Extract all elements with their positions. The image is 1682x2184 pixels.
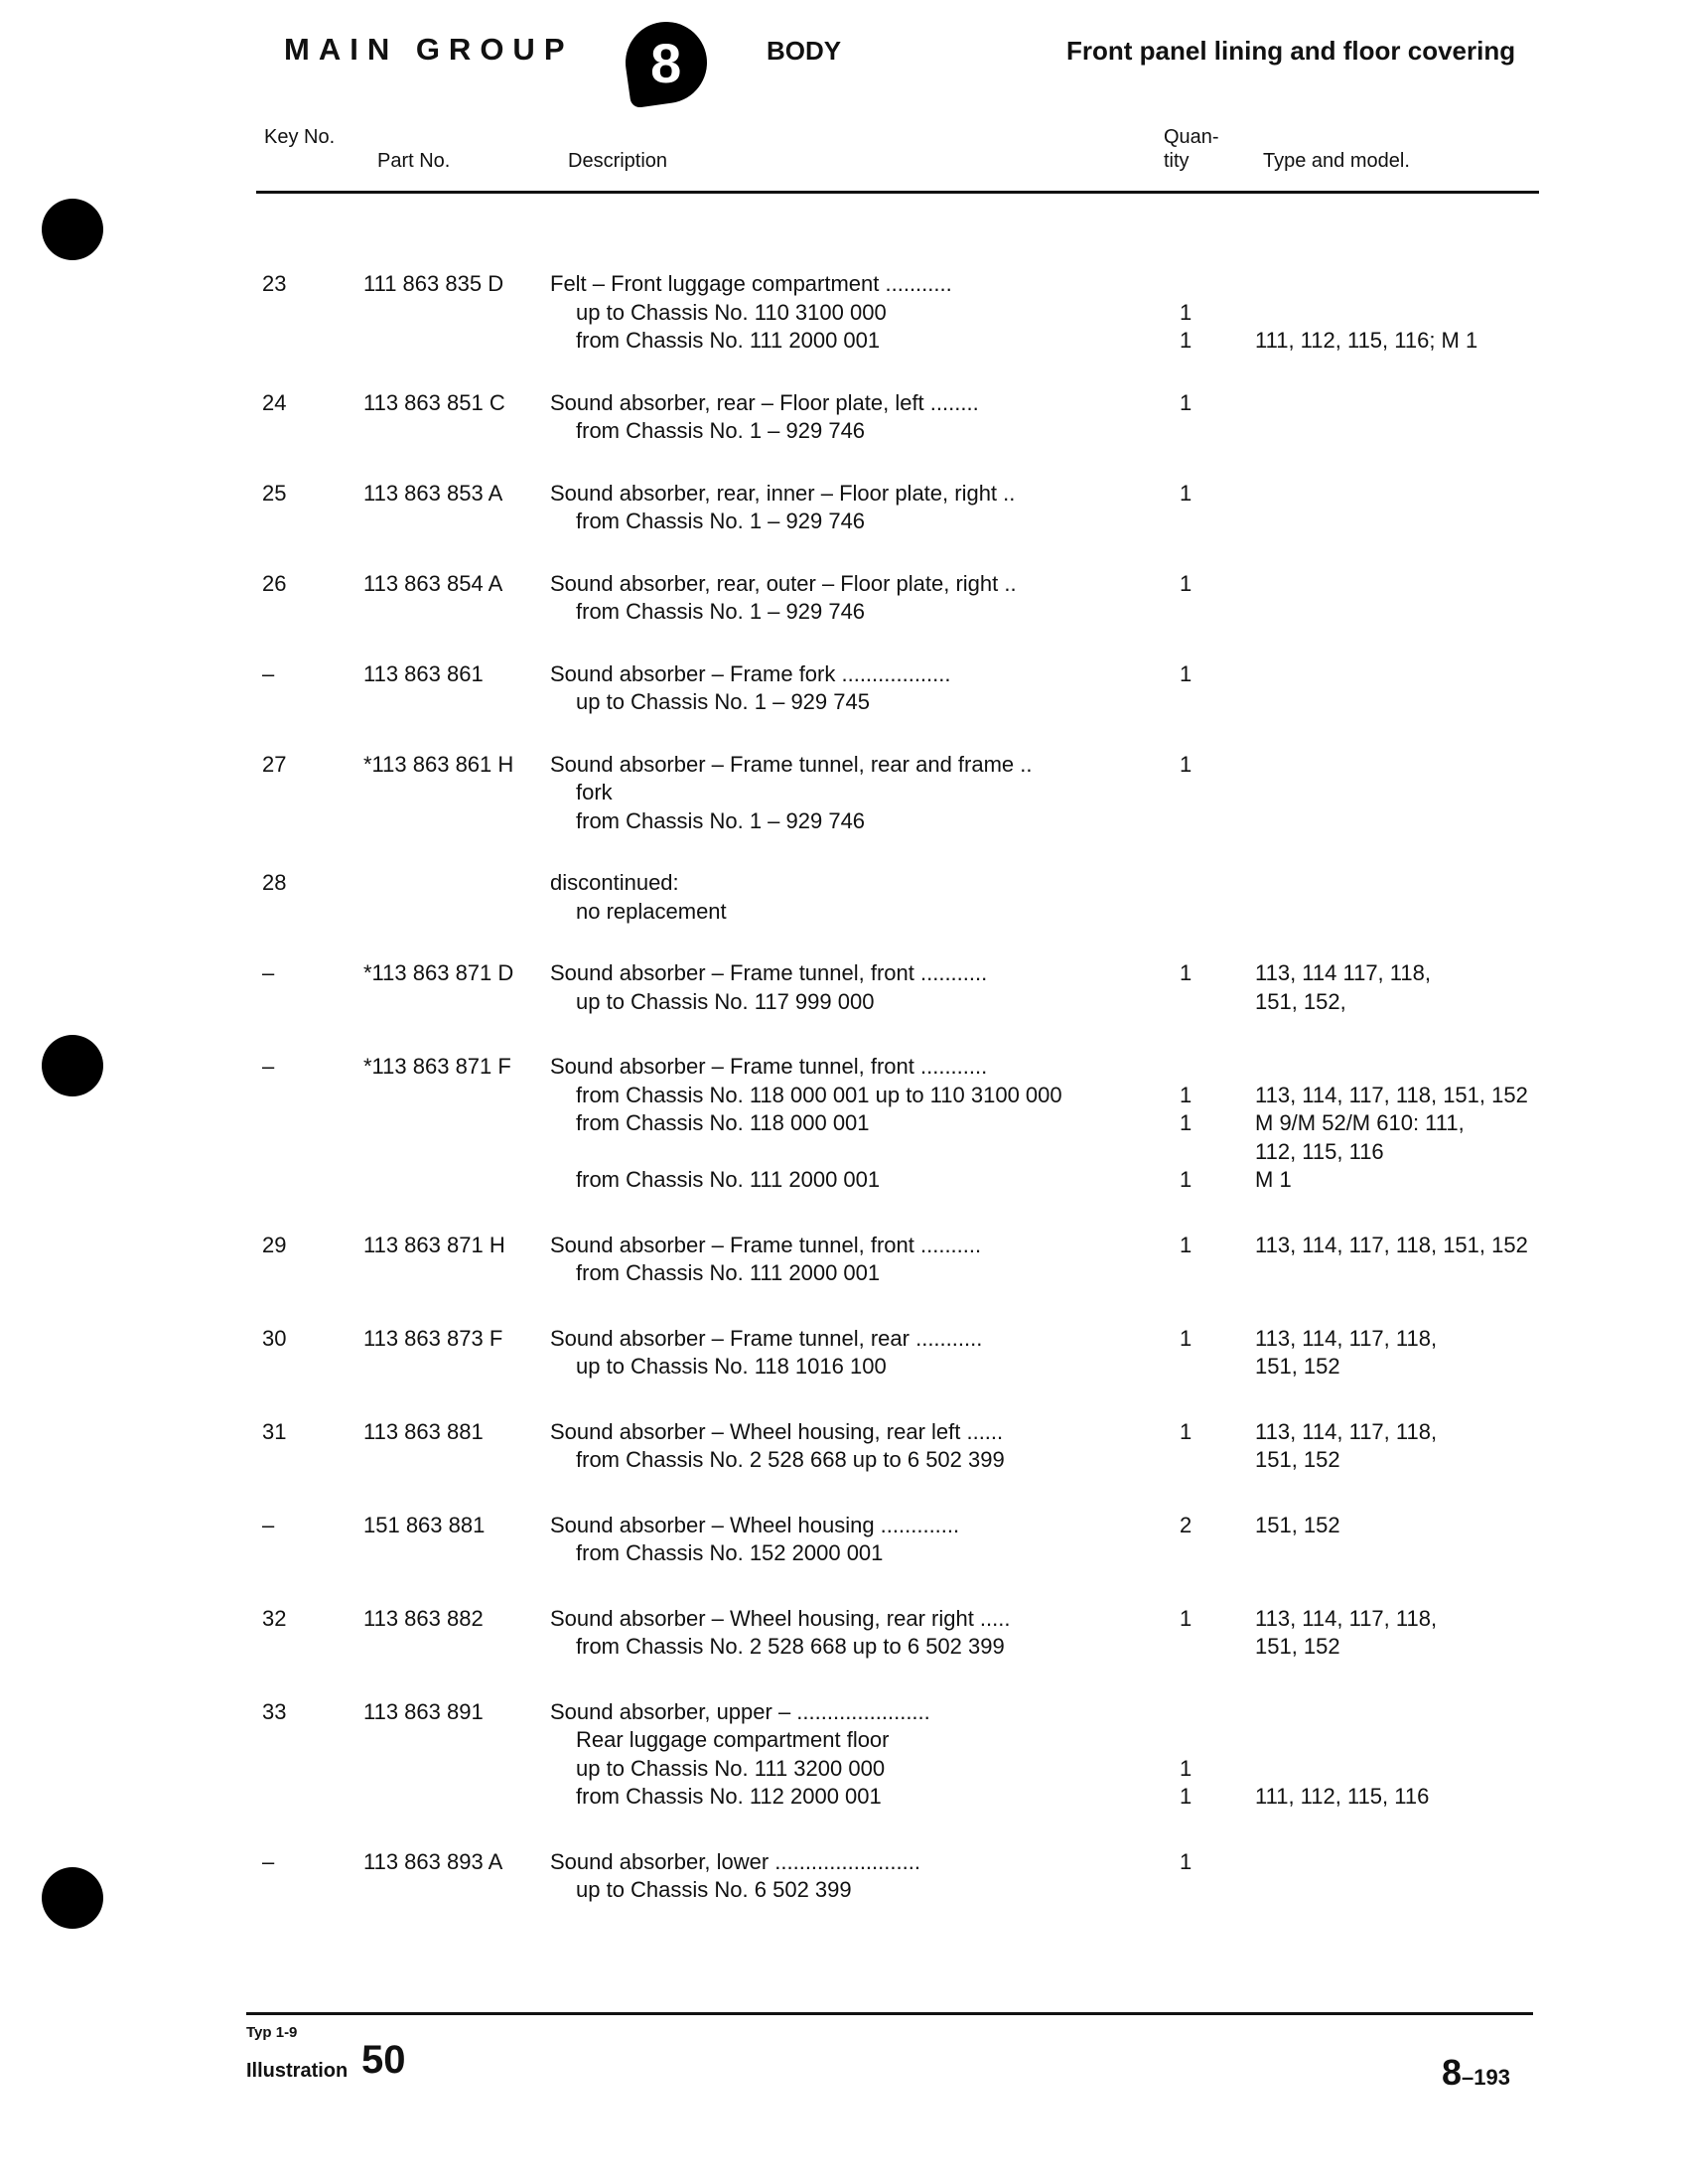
description-line: Sound absorber – Frame tunnel, front ........... xyxy=(550,1054,988,1079)
quantity-value: 1 xyxy=(1180,570,1192,596)
type-model-cell xyxy=(1255,480,1539,536)
type-model-cell xyxy=(1255,389,1539,446)
quantity-value: 1 xyxy=(1180,960,1192,985)
quantity-value xyxy=(1180,1539,1255,1568)
key-number: – xyxy=(262,1054,275,1079)
quantity-value: 1 xyxy=(1180,389,1192,415)
type-model-cell xyxy=(1255,270,1539,356)
description-line: Sound absorber – Wheel housing, rear left ...... xyxy=(550,1418,1004,1444)
quantity-value xyxy=(1180,1726,1255,1755)
description-cell xyxy=(550,959,1160,1016)
type-model-value: 113, 114, 117, 118, 151, 152 xyxy=(1255,1232,1528,1257)
type-model-value: 113, 114, 117, 118, xyxy=(1255,1605,1438,1631)
description-line: from Chassis No. 1 – 929 746 xyxy=(576,509,866,533)
type-model-cell xyxy=(1255,869,1539,926)
key-number: 26 xyxy=(262,570,287,596)
part-number: 113 863 882 xyxy=(363,1605,484,1631)
quantity-value xyxy=(1180,1053,1255,1082)
punch-hole xyxy=(42,199,103,260)
description-cell xyxy=(550,1605,1160,1662)
key-number: 28 xyxy=(262,870,287,895)
description-line: from Chassis No. 112 2000 001 xyxy=(576,1784,882,1809)
quantity-value: 1 xyxy=(1180,1605,1192,1631)
description-line: Rear luggage compartment floor xyxy=(576,1727,890,1752)
quantity-value xyxy=(1180,1138,1255,1167)
table-row xyxy=(256,1698,1547,1812)
part-number: *113 863 861 H xyxy=(363,751,514,777)
quantity-value: 2 xyxy=(1180,1512,1192,1537)
type-model-value: M 9/M 52/M 610: 111, xyxy=(1255,1110,1465,1135)
type-model-value: 151, 152, xyxy=(1255,988,1346,1014)
illustration-number: 50 xyxy=(361,2038,406,2082)
type-model-value xyxy=(1255,1726,1539,1755)
quantity-value: 1 xyxy=(1180,1848,1192,1874)
quantity-value xyxy=(1180,1353,1255,1382)
type-model-cell xyxy=(1255,1053,1539,1195)
quantity-cell xyxy=(1160,751,1255,836)
table-row xyxy=(256,1512,1547,1568)
table-row xyxy=(256,1605,1547,1662)
table-row xyxy=(256,1848,1547,1905)
quantity-value: 1 xyxy=(1180,660,1192,686)
description-line: from Chassis No. 118 000 001 xyxy=(576,1110,870,1135)
quantity-value: 1 xyxy=(1180,1232,1192,1257)
part-number: 113 863 854 A xyxy=(363,570,503,596)
description-line: Sound absorber, rear, inner – Floor plate, right .. xyxy=(550,480,1016,506)
quantity-cell xyxy=(1160,1418,1255,1475)
type-model-value: 111, 112, 115, 116 xyxy=(1255,1784,1430,1809)
table-row xyxy=(256,660,1547,717)
quantity-value: 1 xyxy=(1180,1167,1192,1192)
description-line: Sound absorber, lower ........................ xyxy=(550,1848,920,1874)
description-cell xyxy=(550,389,1160,446)
type-model-value: 113, 114, 117, 118, xyxy=(1255,1325,1438,1351)
table-row xyxy=(256,1325,1547,1382)
description-line: Sound absorber – Wheel housing ............. xyxy=(550,1512,960,1537)
description-line: from Chassis No. 1 – 929 746 xyxy=(576,807,866,833)
punch-hole xyxy=(42,1867,103,1929)
type-model-value xyxy=(1255,751,1539,780)
punch-hole xyxy=(42,1035,103,1096)
quantity-value xyxy=(1180,417,1255,446)
type-model-value: 151, 152 xyxy=(1255,1634,1340,1659)
quantity-value: 1 xyxy=(1180,328,1192,353)
description-line: from Chassis No. 2 528 668 up to 6 502 399 xyxy=(576,1447,1005,1472)
description-line: up to Chassis No. 1 – 929 745 xyxy=(576,689,870,714)
table-row xyxy=(256,751,1547,836)
quantity-cell xyxy=(1160,1698,1255,1812)
quantity-value: 1 xyxy=(1180,1784,1192,1809)
table-row xyxy=(256,1053,1547,1195)
section-name: BODY xyxy=(767,36,842,66)
part-number: *113 863 871 F xyxy=(363,1054,511,1079)
part-number: 113 863 881 xyxy=(363,1418,484,1444)
header-rule xyxy=(256,191,1539,194)
type-model-value xyxy=(1255,660,1539,689)
quantity-value: 1 xyxy=(1180,1418,1192,1444)
type-model-value xyxy=(1255,1876,1539,1905)
key-number: – xyxy=(262,660,275,686)
description-line: Sound absorber – Frame tunnel, rear ........... xyxy=(550,1325,983,1351)
description-line: up to Chassis No. 6 502 399 xyxy=(576,1877,852,1902)
part-number xyxy=(363,869,550,926)
quantity-cell xyxy=(1160,270,1255,356)
part-number: 113 863 873 F xyxy=(363,1325,503,1351)
quantity-value xyxy=(1180,988,1255,1017)
type-model-value xyxy=(1255,508,1539,536)
quantity-cell xyxy=(1160,959,1255,1016)
type-model-value xyxy=(1255,1539,1539,1568)
main-group-label: MAIN GROUP xyxy=(284,32,574,67)
quantity-cell xyxy=(1160,1512,1255,1568)
type-model-value: M 1 xyxy=(1255,1167,1292,1192)
type-model-value: 112, 115, 116 xyxy=(1255,1138,1384,1164)
type-model-value: 151, 152 xyxy=(1255,1512,1340,1537)
part-number: *113 863 871 D xyxy=(363,960,514,985)
description-line: discontinued: xyxy=(550,870,679,895)
quantity-value xyxy=(1180,807,1255,836)
description-line: fork xyxy=(576,780,613,804)
key-number: 24 xyxy=(262,389,287,415)
type-model-value: 113, 114, 117, 118, 151, 152 xyxy=(1255,1082,1528,1107)
description-cell xyxy=(550,1325,1160,1382)
description-cell xyxy=(550,751,1160,836)
table-row xyxy=(256,1232,1547,1288)
type-model-value xyxy=(1255,688,1539,717)
type-model-cell xyxy=(1255,1232,1539,1288)
key-number: 31 xyxy=(262,1418,287,1444)
column-header-key-no: Key No. xyxy=(264,126,336,148)
type-model-value xyxy=(1255,1698,1539,1727)
key-number: 32 xyxy=(262,1605,287,1631)
quantity-value xyxy=(1180,1446,1255,1475)
description-cell xyxy=(550,1698,1160,1812)
column-header-quantity: Quan- tity xyxy=(1164,126,1219,172)
part-number: 151 863 881 xyxy=(363,1512,486,1537)
type-model-value: 151, 152 xyxy=(1255,1447,1340,1472)
type-model-value xyxy=(1255,570,1539,599)
quantity-cell xyxy=(1160,1053,1255,1195)
column-header-type-model: Type and model. xyxy=(1263,150,1410,172)
type-model-cell xyxy=(1255,1418,1539,1475)
quantity-value: 1 xyxy=(1180,1082,1192,1107)
type-model-value: 113, 114, 117, 118, xyxy=(1255,1418,1438,1444)
type-model-cell xyxy=(1255,1698,1539,1812)
quantity-cell xyxy=(1160,869,1255,926)
page-number: 8–193 xyxy=(1442,2052,1510,2093)
parts-table xyxy=(256,270,1547,1905)
type-model-value xyxy=(1255,1259,1539,1288)
description-line: Sound absorber – Frame tunnel, front .......... xyxy=(550,1232,982,1257)
part-number: 113 863 851 C xyxy=(363,389,505,415)
table-row xyxy=(256,959,1547,1016)
type-model-value: 151, 152 xyxy=(1255,1354,1340,1379)
description-cell xyxy=(550,660,1160,717)
quantity-cell xyxy=(1160,1325,1255,1382)
type-model-value: 113, 114 117, 118, xyxy=(1255,960,1431,985)
quantity-value: 1 xyxy=(1180,299,1192,325)
type-model-value xyxy=(1255,898,1539,927)
part-number: 113 863 891 xyxy=(363,1698,484,1724)
quantity-value xyxy=(1180,688,1255,717)
table-row xyxy=(256,389,1547,446)
type-model-value xyxy=(1255,417,1539,446)
description-line: from Chassis No. 2 528 668 up to 6 502 399 xyxy=(576,1634,1005,1659)
illustration-label: Illustration xyxy=(246,2060,349,2082)
key-number: – xyxy=(262,1848,275,1874)
description-line: Felt – Front luggage compartment ........... xyxy=(550,271,952,296)
quantity-value xyxy=(1180,1259,1255,1288)
description-line: from Chassis No. 111 2000 001 xyxy=(576,328,881,353)
quantity-value xyxy=(1180,869,1255,898)
description-line: Sound absorber, upper – ...................... xyxy=(550,1698,930,1724)
part-number: 113 863 853 A xyxy=(363,480,503,506)
group-number-badge: 8 xyxy=(621,17,713,109)
table-row xyxy=(256,570,1547,627)
key-number: 29 xyxy=(262,1232,287,1257)
quantity-value xyxy=(1180,1698,1255,1727)
description-cell xyxy=(550,1418,1160,1475)
type-model-value xyxy=(1255,299,1539,328)
key-number: 27 xyxy=(262,751,287,777)
table-row xyxy=(256,270,1547,356)
key-number: 23 xyxy=(262,271,287,296)
description-line: up to Chassis No. 110 3100 000 xyxy=(576,299,887,325)
description-line: up to Chassis No. 117 999 000 xyxy=(576,988,875,1014)
type-model-cell xyxy=(1255,570,1539,627)
part-number: 111 863 835 D xyxy=(363,271,504,296)
type-model-value xyxy=(1255,779,1539,807)
quantity-cell xyxy=(1160,1605,1255,1662)
description-line: Sound absorber, rear – Floor plate, left ........ xyxy=(550,389,979,415)
description-line: from Chassis No. 152 2000 001 xyxy=(576,1540,884,1565)
quantity-value: 1 xyxy=(1180,751,1192,777)
table-row xyxy=(256,1418,1547,1475)
table-row xyxy=(256,869,1547,926)
description-line: up to Chassis No. 118 1016 100 xyxy=(576,1354,887,1379)
part-number: 113 863 861 xyxy=(363,660,484,686)
type-model-cell xyxy=(1255,1605,1539,1662)
type-model-value xyxy=(1255,1755,1539,1784)
quantity-value: 1 xyxy=(1180,1755,1192,1781)
table-row xyxy=(256,480,1547,536)
description-line: from Chassis No. 118 000 001 up to 110 3100 000 xyxy=(576,1082,1062,1107)
description-line: from Chassis No. 111 2000 001 xyxy=(576,1167,881,1192)
quantity-value xyxy=(1180,270,1255,299)
description-cell xyxy=(550,1848,1160,1905)
quantity-value xyxy=(1180,1633,1255,1662)
type-model-value xyxy=(1255,807,1539,836)
description-line: Sound absorber – Wheel housing, rear right ..... xyxy=(550,1605,1011,1631)
type-model-value xyxy=(1255,270,1539,299)
quantity-cell xyxy=(1160,570,1255,627)
description-cell xyxy=(550,570,1160,627)
part-number: 113 863 871 H xyxy=(363,1232,505,1257)
description-line: Sound absorber – Frame fork .................. xyxy=(550,660,951,686)
type-model-value xyxy=(1255,389,1539,418)
description-line: no replacement xyxy=(576,898,727,924)
type-model-value xyxy=(1255,1848,1539,1877)
quantity-cell xyxy=(1160,660,1255,717)
footer-rule xyxy=(246,2012,1533,2015)
quantity-cell xyxy=(1160,1232,1255,1288)
description-line xyxy=(550,1138,1160,1167)
description-line: from Chassis No. 1 – 929 746 xyxy=(576,418,866,443)
quantity-value: 1 xyxy=(1180,1325,1192,1351)
quantity-value xyxy=(1180,508,1255,536)
type-model-value: 111, 112, 115, 116; M 1 xyxy=(1255,328,1478,353)
quantity-value: 1 xyxy=(1180,1110,1192,1135)
key-number: – xyxy=(262,960,275,985)
quantity-value xyxy=(1180,898,1255,927)
key-number: – xyxy=(262,1512,275,1537)
description-line: from Chassis No. 111 2000 001 xyxy=(576,1260,881,1285)
description-line: Sound absorber – Frame tunnel, rear and frame .. xyxy=(550,751,1033,777)
key-number: 33 xyxy=(262,1698,287,1724)
description-cell xyxy=(550,869,1160,926)
quantity-value xyxy=(1180,1876,1255,1905)
key-number: 25 xyxy=(262,480,287,506)
description-cell xyxy=(550,1053,1160,1195)
description-line: from Chassis No. 1 – 929 746 xyxy=(576,599,866,624)
quantity-value xyxy=(1180,598,1255,627)
type-model-cell xyxy=(1255,1848,1539,1905)
type-model-cell xyxy=(1255,1325,1539,1382)
type-model-cell xyxy=(1255,660,1539,717)
column-header-part-no: Part No. xyxy=(377,150,451,172)
footer-type-label: Typ 1-9 xyxy=(246,2024,298,2041)
quantity-cell xyxy=(1160,389,1255,446)
quantity-cell xyxy=(1160,1848,1255,1905)
description-line: Sound absorber, rear, outer – Floor plate, right .. xyxy=(550,570,1017,596)
description-cell xyxy=(550,1512,1160,1568)
type-model-cell xyxy=(1255,959,1539,1016)
column-header-description: Description xyxy=(568,150,668,172)
part-number: 113 863 893 A xyxy=(363,1848,503,1874)
type-model-cell xyxy=(1255,751,1539,836)
description-line: Sound absorber – Frame tunnel, front ........... xyxy=(550,960,988,985)
page-subtitle: Front panel lining and floor covering xyxy=(1066,36,1516,66)
description-cell xyxy=(550,1232,1160,1288)
quantity-cell xyxy=(1160,480,1255,536)
type-model-value xyxy=(1255,1053,1539,1082)
type-model-cell xyxy=(1255,1512,1539,1568)
description-cell xyxy=(550,270,1160,356)
description-line: up to Chassis No. 111 3200 000 xyxy=(576,1755,886,1781)
quantity-value xyxy=(1180,779,1255,807)
type-model-value xyxy=(1255,598,1539,627)
type-model-value xyxy=(1255,869,1539,898)
key-number: 30 xyxy=(262,1325,287,1351)
type-model-value xyxy=(1255,480,1539,509)
quantity-value: 1 xyxy=(1180,480,1192,506)
description-cell xyxy=(550,480,1160,536)
